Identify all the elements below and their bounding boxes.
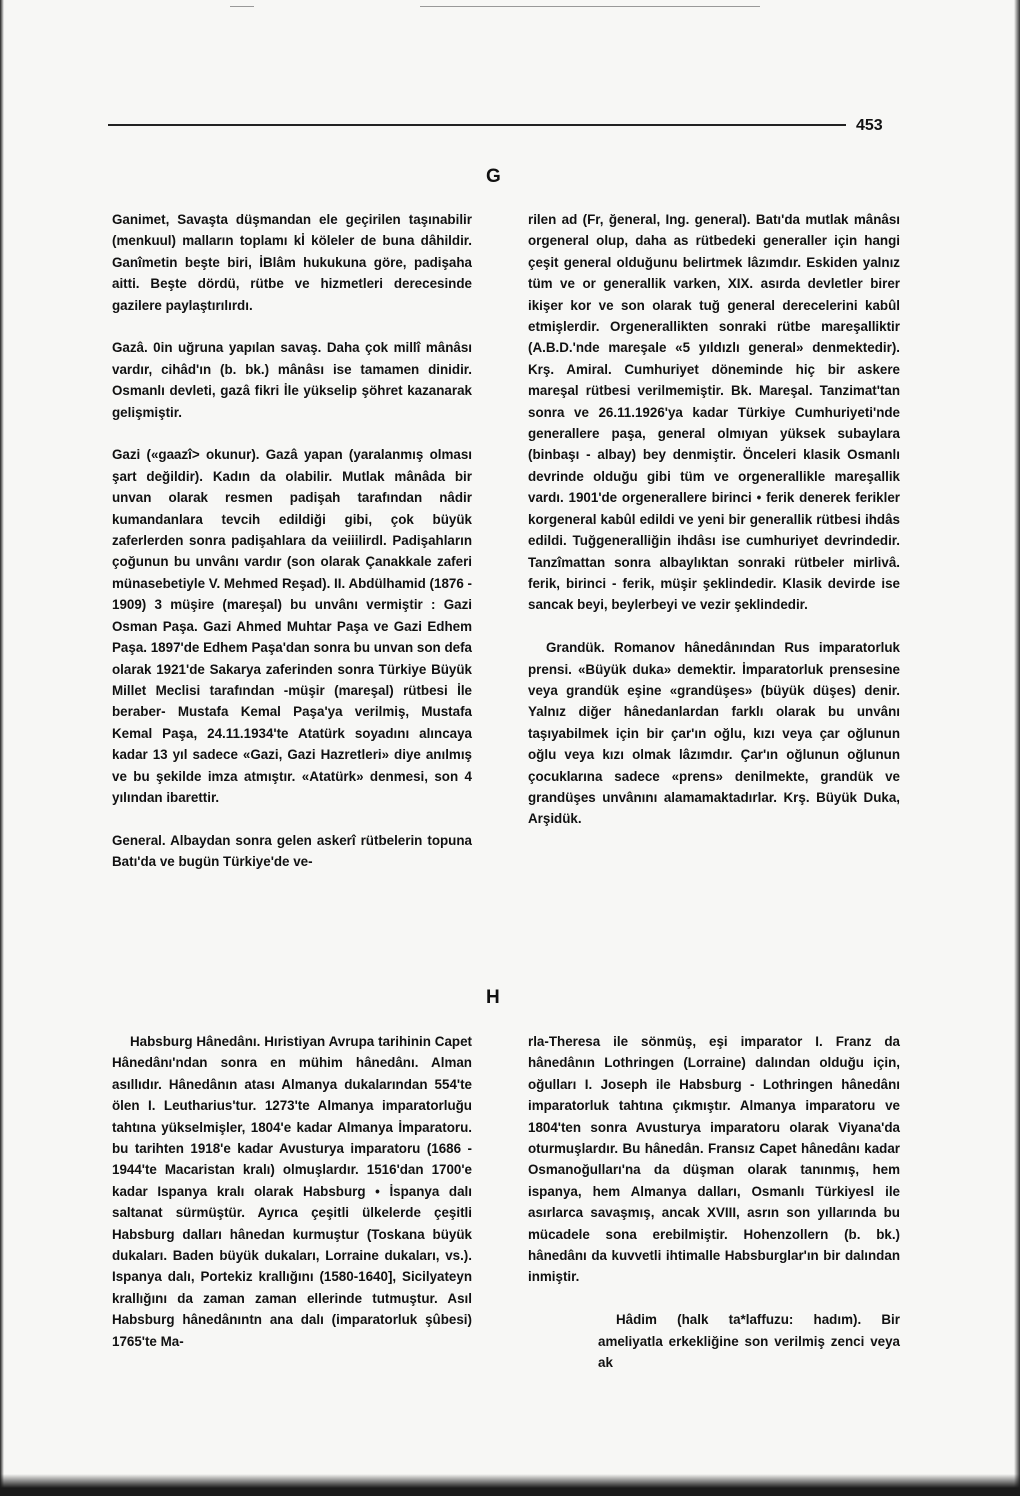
scan-top-mark xyxy=(420,6,760,7)
section-h-right-column xyxy=(528,1031,900,1373)
section-g-right-column xyxy=(528,209,900,830)
scan-edge-left xyxy=(0,0,4,1496)
entry-granduk: Grandük. Romanov hânedânından Rus imparatorluk prensi. «Büyük duka» demektir. İmparatorluk prensesine veya grandük eşine «grandüşes» (büyük düşes) denir. Yalnız diğer hânedanlardan farklı olarak bu unvânı taşıyabilmek için bir çar'ın oğlu, kızı veya çar oğlunun oğlu veya kızı olmak lâzımdır. Çar'ın oğlunun oğlunun çocuklarına sadece «prens» denilmekte, grandük ve grandüşes unvânını alamamaktadırlar. Krş. Büyük Duka, Arşidük. xyxy=(528,640,900,827)
section-g-left-column xyxy=(112,209,472,873)
section-h-left-column xyxy=(112,1031,472,1352)
scan-edge-right xyxy=(1014,0,1020,1496)
section-letter-h: H xyxy=(486,987,500,1008)
scan-top-mark xyxy=(230,6,254,7)
entry-ganimet: Ganimet, Savaşta düşmandan ele geçirilen taşınabilir (menkuul) malların toplamı kİ köleler de buna dâhildir. Ganîmetin beşte biri, İBlâm hukukuna göre, padişaha aitti. Beşte dördü, rütbe ve hizmetleri derecesinde gazilere paylaştırılırdı. xyxy=(112,212,472,313)
scan-edge-bottom xyxy=(0,1474,1020,1496)
entry-hadim: Hâdim (halk ta*laffuzu: hadım). Bir ameliyatla erkekliğine son verilmiş zenci veya ak xyxy=(598,1312,900,1371)
header-rule xyxy=(108,124,846,126)
entry-gazi: Gazi («gaazî> okunur). Gazâ yapan (yaralanmış olması şart değildir). Kadın da olabilir. Mutlak mânâda bir unvan olarak resmen padişah tarafından nâdir kumandanlara tevcih edildiği gibi, çok büyük zaferlerden sonra padişahlara da veiiilirdl. Padişahların çoğunun bu unvânı vardır (son olarak Çanakkale zaferi münasebetiyle V. Mehmed Reşad). II. Abdülhamid (1876 - 1909) 3 müşire (mareşal) bu unvânı vermiştir : Gazi Osman Paşa. Gazi Ahmed Muhtar Paşa ve Gazi Edhem Paşa. 1897'de Edhem Paşa'dan sonra bu unvan son defa olarak 1921'de Sakarya zaferinden sonra Türkiye Büyük Millet Meclisi tarafından -müşir (mareşal) rütbesi İle beraber- Mustafa Kemal Paşa'ya verilmiş, Mustafa Kemal Paşa, 24.11.1934'te Atatürk soyadını alıncaya kadar 13 yıl sadece «Gazi, Gazi Hazretleri» diye anılmış ve bu şekilde imza atmıştır. «Atatürk» denmesi, son 4 yılından ibarettir. xyxy=(112,447,472,805)
entry-gaza: Gazâ. 0in uğruna yapılan savaş. Daha çok millî mânâsı vardır, cihâd'ın (b. bk.) mânâsı ise tamamen dinidir. Osmanlı devleti, gazâ fikri İle yükselip şöhret kazanarak gelişmiştir. xyxy=(112,340,472,420)
page-number: 453 xyxy=(856,117,883,134)
entry-habsburg: Habsburg Hânedânı. Hıristiyan Avrupa tarihinin Capet Hânedânı'ndan sonra en mühim hânedânı. Alman asıllıdır. Hânedânın atası Almanya dukalarından 554'te ölen I. Leutharius'tur. 1273'te Almanya imparatorluğu tahtına yükselmişler, 1804'e kadar Almanya İmparatoru. bu tarihten 1918'e kadar Avusturya imparatoru (1686 - 1944'te Macaristan kralı) olmuşlardır. 1516'dan 1700'e kadar Ispanya kralı olarak Habsburg • İspanya dalı saltanat sürmüştür. Ayrıca çeşitli ülkelerde çeşitli Habsburg dalları hânedan kurmuştur (Toskana büyük dukaları. Baden büyük dukaları, Lorraine dukaları, vs.). Ispanya dalı, Portekiz krallığını (1580-1640], Sicilyateyn krallığını da zaman zaman ellerinde tutmuştur. Asıl Habsburg hânedânıntn ana dalı (imparatorluk şûbesi) 1765'te Ma- xyxy=(112,1034,472,1349)
section-letter-g: G xyxy=(486,166,501,187)
entry-general-continued: rilen ad (Fr, ğeneral, Ing. general). Batı'da mutlak mânâsı orgeneral olup, daha as rütbedeki generaller için hangi çeşit general olduğunu belirtmek lâzımdır. Eskiden yalnız tüm ve or generallik varken, XIX. asırda devletler birer ikişer kor ve son olarak tuğ general derecelerini kabûl etmişlerdir. Orgenerallikten sonraki rütbe mareşalliktir (A.B.D.'nde mareşale «5 yıldızlı general» denmektedir). Krş. Amiral. Cumhuriyet döneminde hiç bir askere mareşal rütbesi verilmemiştir. Bk. Mareşal. Tanzimat'tan sonra ve 26.11.1926'ya kadar Türkiye Cumhuriyeti'nde generallere paşa, general olmıyan yüksek subaylara (binbaşı - albay) bey denmiştir. Önceleri klasik Osmanlı devrinde olduğu gibi tüm ve orgenerallikle mareşallik vardı. 1901'de orgenerallere birinci • ferik denerek ferikler korgeneral kabûl edildi ve yeni bir generallik rütbesi ihdâs edildi. Tuğgeneralliğin ihdâsı ise cumhuriyet devrindedir. Tanzîmattan sonra albaylıktan sonraki rütbeler mirlivâ. ferik, birinci - ferik, müşir şeklindedir. Klasik devirde ise sancak beyi, beylerbeyi ve vezir şeklindedir. xyxy=(528,212,900,613)
entry-habsburg-continued: rla-Theresa ile sönmüş, eşi imparator I. Franz da hânedânın Lothringen (Lorraine) dalından olduğu için, oğulları I. Joseph ile Habsburg - Lothringen hânedânı imparatorluk tahtına çıkmıştır. Almanya imparatoru ve 1804'ten sonra Avusturya imparatoru olarak Viyana'da oturmuşlardır. Bu hânedân. Fransız Capet hânedânı kadar Osmanoğulları'na da düşman olarak tanınmış, hem ispanya, hem Almanya dalları, Osmanlı Türkiyesl ile asırlarca savaşmış, ancak XVIII, asrın son yıllarında bu mücadele sona erebilmiştir. Hohenzollern (b. bk.) hânedânı da kuvvetli ihtimalle Habsburglar'ın bir dalından inmiştir. xyxy=(528,1034,900,1285)
entry-general-start: General. Albaydan sonra gelen askerî rütbelerin topuna Batı'da ve bugün Türkiye'de ve- xyxy=(112,832,472,870)
